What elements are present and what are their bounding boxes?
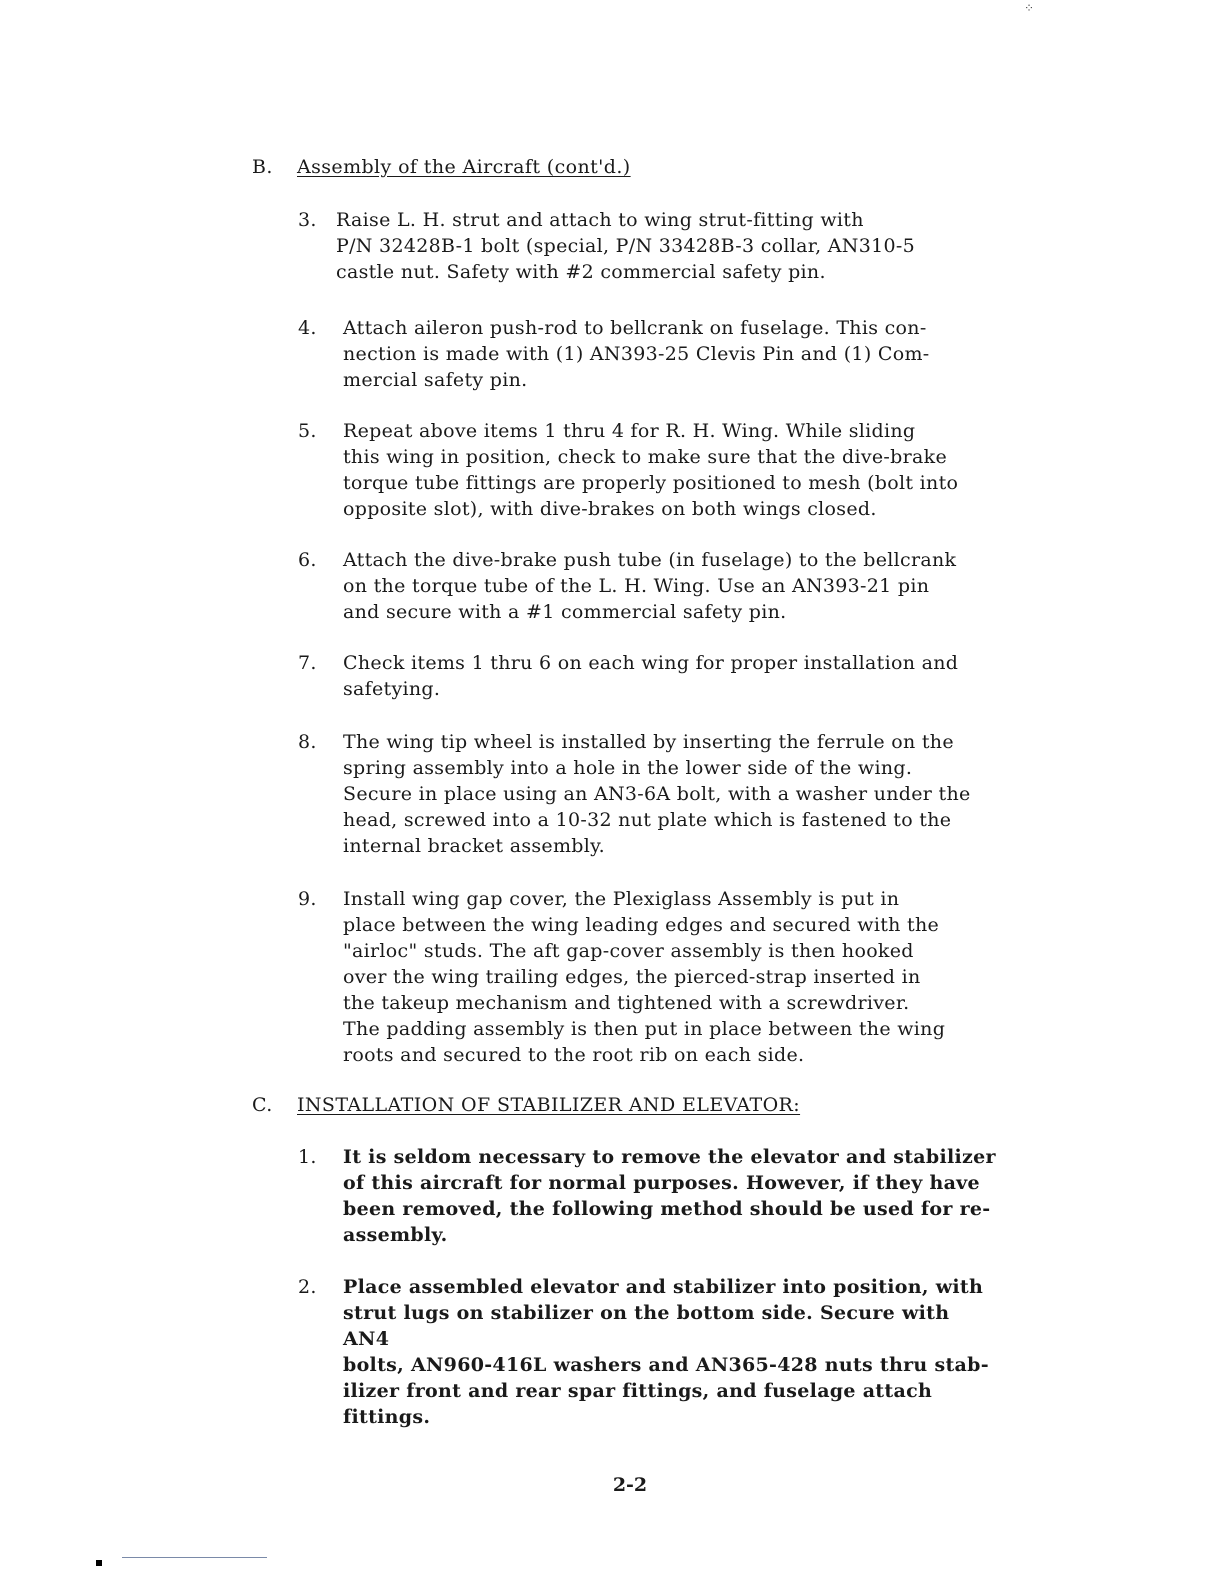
section-b-title: Assembly of the Aircraft (cont'd.) <box>297 156 631 178</box>
corner-mark: ⁘ <box>1024 1 1035 15</box>
section-c-letter: C. <box>252 1094 273 1116</box>
section-b-item-3 <box>298 207 998 285</box>
item-number: 4. <box>298 317 317 339</box>
section-b-item-8 <box>298 729 998 859</box>
section-c-heading <box>252 1094 902 1120</box>
item-number: 6. <box>298 549 317 571</box>
item-number: 5. <box>298 420 317 442</box>
section-c-item-2 <box>298 1274 998 1430</box>
item-number: 9. <box>298 888 317 910</box>
section-c-title: INSTALLATION OF STABILIZER AND ELEVATOR: <box>297 1094 801 1116</box>
item-text: Place assembled elevator and stabilizer into position, with strut lugs on stabilizer on the bottom side. Secure with AN4 bolts, AN960-416L washers and AN365-428 nuts thru stab- ilizer front and rear spar fittings, and fuselage attach fittings. <box>343 1276 989 1428</box>
section-b-heading <box>252 156 852 182</box>
item-text: The wing tip wheel is installed by inserting the ferrule on the spring assembly into a hole in the lower side of the wing. Secure in place using an AN3-6A bolt, with a washer under the head, screwed into a 10-32 nut plate which is fastened to the internal bracket assembly. <box>343 731 971 857</box>
item-text: Repeat above items 1 thru 4 for R. H. Wing. While sliding this wing in position, check to make sure that the dive-brake torque tube fittings are properly positioned to mesh (bolt into opposite slot), with dive-brakes on both wings closed. <box>343 420 959 520</box>
item-text: Attach aileron push-rod to bellcrank on fuselage. This con- nection is made with (1) AN393-25 Clevis Pin and (1) Com- mercial safety pin. <box>343 317 930 391</box>
section-b-item-6 <box>298 547 998 625</box>
section-b-item-7 <box>298 650 998 702</box>
scan-mark <box>96 1560 102 1566</box>
item-text: Check items 1 thru 6 on each wing for proper installation and safetying. <box>343 652 959 700</box>
item-text: Install wing gap cover, the Plexiglass Assembly is put in place between the wing leading edges and secured with the "airloc" studs. The aft gap-cover assembly is then hooked over the wing trailing edges, the pierced-strap inserted in the takeup mechanism and tightened with a screwdriver. The padding assembly is then put in place between the wing roots and secured to the root rib on each side. <box>343 888 946 1066</box>
item-number: 8. <box>298 731 317 753</box>
item-number: 1. <box>298 1146 317 1168</box>
item-text: Raise L. H. strut and attach to wing strut-fitting with P/N 32428B-1 bolt (special, P/N 33428B-3 collar, AN310-5 castle nut. Safety with #2 commercial safety pin. <box>336 209 915 283</box>
item-text: It is seldom necessary to remove the elevator and stabilizer of this aircraft for normal purposes. However, if they have been removed, the following method should be used for re- assembly. <box>343 1146 996 1246</box>
item-number: 7. <box>298 652 317 674</box>
item-number: 2. <box>298 1276 317 1298</box>
section-c-item-1 <box>298 1144 998 1248</box>
section-b-item-9 <box>298 886 998 1068</box>
item-number: 3. <box>298 209 317 231</box>
section-b-item-5 <box>298 418 998 522</box>
section-b-letter: B. <box>252 156 273 178</box>
page-number: 2-2 <box>612 1474 648 1496</box>
footer-rule <box>122 1557 267 1558</box>
item-text: Attach the dive-brake push tube (in fuselage) to the bellcrank on the torque tube of the L. H. Wing. Use an AN393-21 pin and secure with a #1 commercial safety pin. <box>343 549 957 623</box>
section-b-item-4 <box>298 315 998 393</box>
